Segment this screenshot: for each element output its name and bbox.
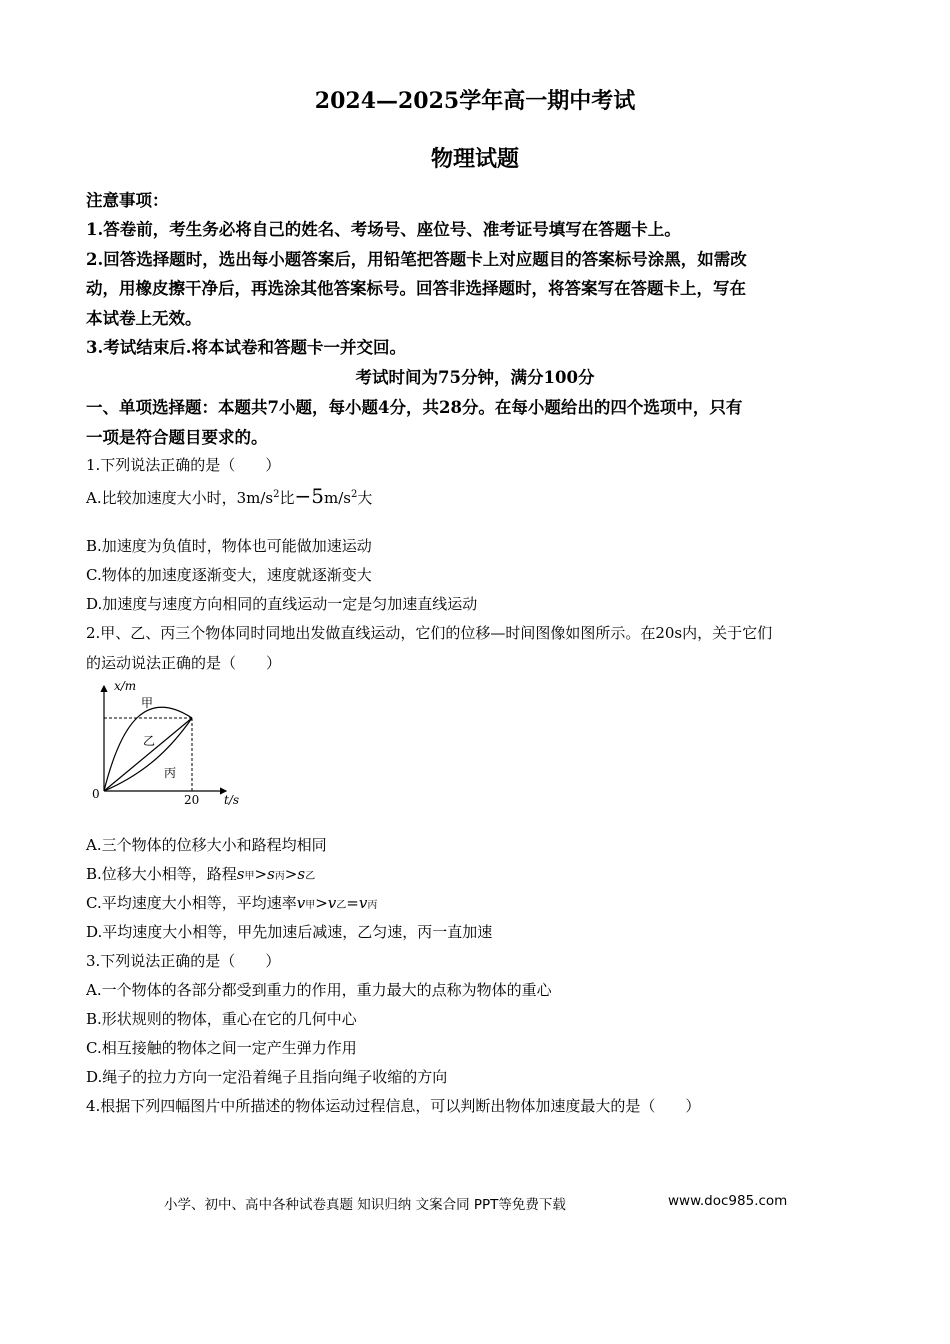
section-1-line-2: 一项是符合题目要求的。 bbox=[86, 428, 268, 447]
q4-stem: 4.根据下列四幅图片中所描述的物体运动过程信息，可以判断出物体加速度最大的是（ ） bbox=[86, 1097, 701, 1115]
q2-option-b: B.位移大小相等，路程s甲>s丙>s乙 bbox=[86, 865, 316, 883]
xt-graph bbox=[86, 678, 246, 808]
x-axis-label: t/s bbox=[224, 793, 240, 807]
footer-site-link[interactable]: www.doc985.com bbox=[668, 1193, 788, 1209]
q3-option-a: A.一个物体的各部分都受到重力的作用，重力最大的点称为物体的重心 bbox=[86, 981, 552, 999]
y-axis-label: x/m bbox=[114, 679, 137, 693]
q3-option-b: B.形状规则的物体，重心在它的几何中心 bbox=[86, 1010, 357, 1028]
q1-option-d: D.加速度与速度方向相同的直线运动一定是匀加速直线运动 bbox=[86, 595, 478, 613]
notes-item-3: 3.考试结束后.将本试卷和答题卡一并交回。 bbox=[86, 338, 406, 357]
curve-jia bbox=[104, 707, 192, 791]
label-jia: 甲 bbox=[141, 696, 154, 710]
q2-option-d: D.平均速度大小相等，甲先加速后减速，乙匀速，丙一直加速 bbox=[86, 923, 493, 941]
notes-item-2-line-3: 本试卷上无效。 bbox=[86, 309, 202, 328]
q2-stem-line-1: 2.甲、乙、丙三个物体同时同地出发做直线运动，它们的位移—时间图像如图所示。在20s内，关于它们 bbox=[86, 624, 773, 642]
notes-item-2-line-1: 2.回答选择题时，选出每小题答案后，用铅笔把答题卡上对应题目的答案标号涂黑，如需改 bbox=[86, 250, 747, 269]
origin-label: 0 bbox=[92, 787, 100, 801]
section-1-line-1: 一、单项选择题：本题共7小题，每小题4分，共28分。在每小题给出的四个选项中，只有 bbox=[86, 398, 743, 417]
q1-option-b: B.加速度为负值时，物体也可能做加速运动 bbox=[86, 537, 372, 555]
notes-item-1: 1.答卷前，考生务必将自己的姓名、考场号、座位号、准考证号填写在答题卡上。 bbox=[86, 220, 681, 239]
q1-option-a: A.比较加速度大小时，$3m/s^2$比$-5m/s^2$大 bbox=[86, 484, 373, 508]
footer-text: 小学、初中、高中各种试卷真题 知识归纳 文案合同 PPT等免费下载 bbox=[164, 1197, 566, 1213]
notes-heading: 注意事项： bbox=[86, 191, 169, 210]
q2-stem-line-2: 的运动说法正确的是（ ） bbox=[86, 654, 282, 672]
q3-option-d: D.绳子的拉力方向一定沿着绳子且指向绳子收缩的方向 bbox=[86, 1068, 448, 1086]
exam-title: 2024—2025学年高一期中考试 bbox=[314, 88, 636, 114]
q1-option-c: C.物体的加速度逐渐变大，速度就逐渐变大 bbox=[86, 566, 372, 584]
q1-stem: 1.下列说法正确的是（ ） bbox=[86, 456, 281, 474]
q3-stem: 3.下列说法正确的是（ ） bbox=[86, 952, 281, 970]
q2-option-a: A.三个物体的位移大小和路程均相同 bbox=[86, 836, 327, 854]
exam-subtitle: 物理试题 bbox=[430, 146, 519, 172]
label-yi: 乙 bbox=[143, 734, 156, 748]
notes-item-2-line-2: 动，用橡皮擦干净后，再选涂其他答案标号。回答非选择题时，将答案写在答题卡上，写在 bbox=[86, 279, 746, 298]
q2-option-c: C.平均速度大小相等，平均速率v甲>v乙=v丙 bbox=[86, 894, 378, 912]
exam-info: 考试时间为75分钟，满分100分 bbox=[355, 368, 595, 387]
label-bing: 丙 bbox=[164, 766, 177, 780]
line-yi bbox=[104, 718, 192, 791]
q3-option-c: C.相互接触的物体之间一定产生弹力作用 bbox=[86, 1039, 357, 1057]
x-tick-label: 20 bbox=[184, 793, 200, 807]
